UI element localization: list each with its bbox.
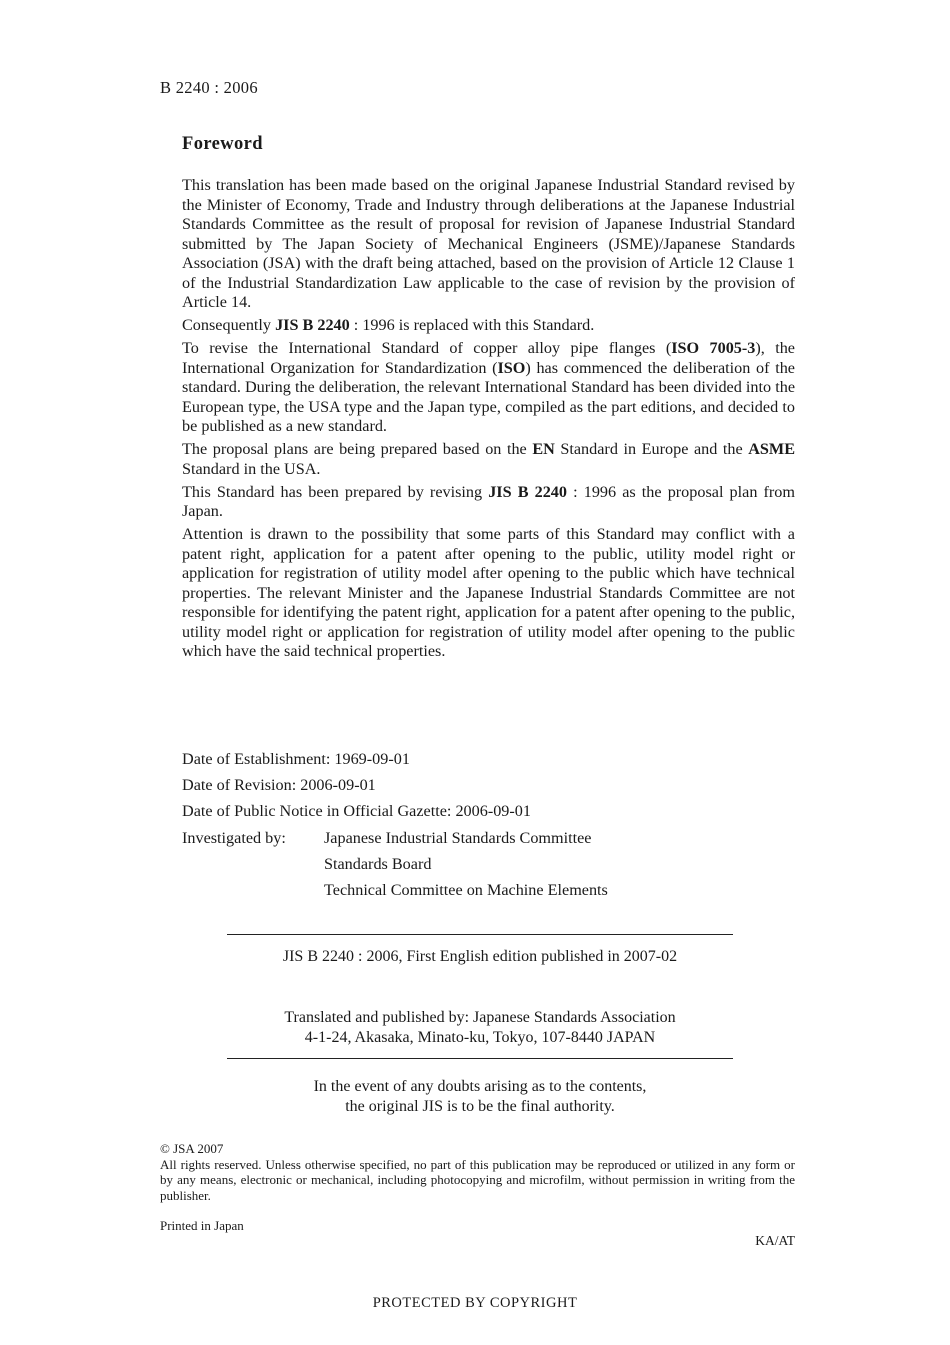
standard-ref: JIS B 2240 [275,316,350,334]
foreword-heading: Foreword [182,134,263,154]
investigated-by-label: Investigated by: [182,828,286,847]
publisher-block [200,1008,760,1047]
date-of-establishment: Date of Establishment: 1969-09-01 [182,750,410,768]
standard-ref: ISO [497,358,526,377]
authority-line-2: the original JIS is to be the final authority. [345,1097,615,1115]
foreword-paragraph-2: Consequently JIS B 2240 : 1996 is replaced with this Standard. [182,316,595,334]
publisher-line-1: Translated and published by: Japanese Standards Association [284,1009,676,1026]
printed-in: Printed in Japan [160,1218,244,1233]
divider-top [227,934,733,935]
foreword-body [182,176,795,665]
rights-statement: All rights reserved. Unless otherwise specified, no part of this publication may be reproduced or utilized in any form or by any means, electronic or mechanical, including photocopying and microfilm, without permission in writing from the publisher. [160,1156,795,1203]
date-of-revision: Date of Revision: 2006-09-01 [182,776,376,795]
investigated-by-line: Japanese Industrial Standards Committee [324,828,592,847]
authority-note [200,1077,760,1116]
translator-code: KA/AT [755,1233,795,1248]
investigated-by-line: Technical Committee on Machine Elements [324,880,608,899]
standard-ref: ISO 7005-3 [671,339,756,357]
copyright-block [160,1141,795,1203]
divider-bottom [227,1058,733,1059]
foreword-paragraph-3: To revise the International Standard of copper alloy pipe flanges (ISO 7005-3), the International Organization for Standardization (ISO) has commenced the deliberation of the standard. During the deliberation, the relevant International Standard has been divided into the European type, the USA type and the Japan type, compiled as the part editions, and decided to be published as a new standard. [182,339,795,435]
page-header-doc-number: B 2240 : 2006 [160,78,258,97]
investigated-by-line: Standards Board [324,854,432,873]
foreword-paragraph-6: Attention is drawn to the possibility that some parts of this Standard may conflict with a patent right, application for a patent after opening to the public, utility model right or application for registration of utility model after opening to the public which have technical properties. The relevant Minister and the Japanese Industrial Standards Committee are not responsible for identifying the patent right, application for a patent after opening to the public, utility model right or application for registration of utility model after opening to the public which have the said technical properties. [182,525,795,660]
publisher-line-2: 4-1-24, Akasaka, Minato-ku, Tokyo, 107-8440 JAPAN [304,1028,656,1046]
dates-block [182,746,795,903]
standard-ref: JIS B 2240 [488,482,567,501]
protected-by-copyright: PROTECTED BY COPYRIGHT [372,1295,578,1311]
investigated-by-list [324,825,608,904]
date-of-public-notice: Date of Public Notice in Official Gazette: 2006-09-01 [182,802,531,821]
standard-ref: ASME [748,440,795,458]
standard-ref: EN [532,440,555,458]
foreword-paragraph-1: This translation has been made based on the original Japanese Industrial Standard revised by the Minister of Economy, Trade and Industry through deliberations at the Japanese Industrial Standards Committee as the result of proposal for revision of Japanese Industrial Standard submitted by The Japan Society of Mechanical Engineers (JSME)/Japanese Standards Association (JSA) with the draft being attached, based on the provision of Article 12 Clause 1 of the Industrial Standardization Law applicable to the case of revision by the provision of Article 14. [182,176,795,311]
edition-line: JIS B 2240 : 2006, First English edition published in 2007-02 [282,948,678,965]
investigated-by [182,825,795,904]
authority-line-1: In the event of any doubts arising as to the contents, [313,1078,647,1095]
foreword-paragraph-4: The proposal plans are being prepared based on the EN Standard in Europe and the ASME Standard in the USA. [182,440,795,478]
copyright-notice: © JSA 2007 [160,1141,224,1156]
foreword-paragraph-5: This Standard has been prepared by revising JIS B 2240 : 1996 as the proposal plan from Japan. [182,482,795,520]
